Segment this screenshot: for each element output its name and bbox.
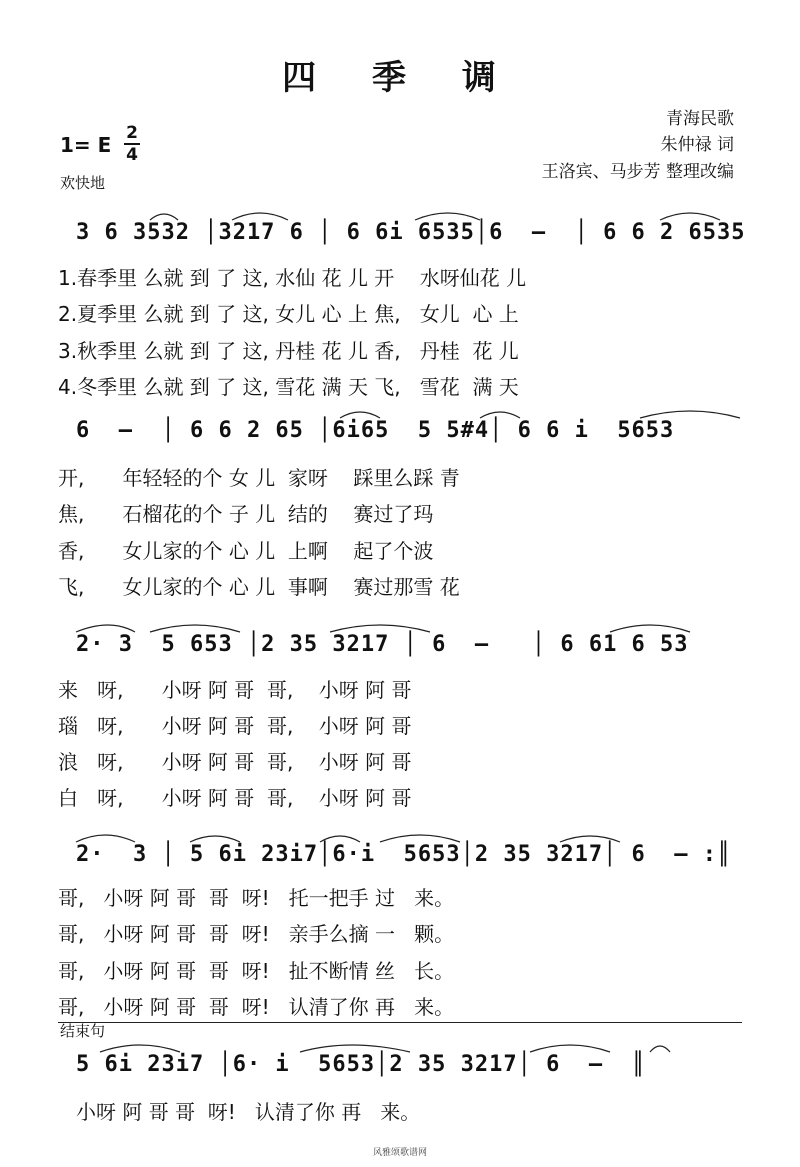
lyric-s1-v4: 4.冬季里 么就 到 了 这, 雪花 满 天 飞, 雪花 满 天 [58, 375, 519, 399]
lyric-s2-v2: 焦, 石榴花的个 子 儿 结的 赛过了玛 [58, 502, 434, 526]
lyric-s4-v1: 哥, 小呀 阿 哥 哥 呀! 托一把手 过 来。 [58, 886, 455, 910]
credit-lyricist: 朱仲禄 词 [660, 135, 734, 155]
notes-system-1: 3 6 3532 │3217 6 │ 6 6i 6535│6 – │ 6 6 2 6535 [76, 220, 746, 245]
lyric-s2-v1: 开, 年轻轻的个 女 儿 家呀 踩里么踩 青 [58, 466, 460, 490]
lyric-s1-v2: 2.夏季里 么就 到 了 这, 女儿 心 上 焦, 女儿 心 上 [58, 302, 519, 326]
credit-origin: 青海民歌 [666, 109, 734, 129]
notes-system-2: 6 – │ 6 6 2 65 │6i65 5 5#4│ 6 6 i 5653 [76, 418, 675, 443]
lyric-s4-v2: 哥, 小呀 阿 哥 哥 呀! 亲手么摘 一 颗。 [58, 922, 455, 946]
notes-system-3: 2· 3 5 653 │2 35 3217 │ 6 – │ 6 61 6 53 [76, 632, 689, 657]
key-signature: 1= E [60, 133, 112, 157]
credit-arranger: 王洛宾、马步芳 整理改编 [541, 162, 734, 182]
lyric-s1-v3: 3.秋季里 么就 到 了 这, 丹桂 花 儿 香, 丹桂 花 儿 [58, 339, 519, 363]
lyric-s1-v1: 1.春季里 么就 到 了 这, 水仙 花 儿 开 水呀仙花 儿 [58, 266, 527, 290]
lyric-ending: 小呀 阿 哥 哥 呀! 认清了你 再 来。 [76, 1100, 421, 1124]
footer-watermark: 风雅颂歌谱网 [372, 1148, 427, 1158]
lyric-s2-v4: 飞, 女儿家的个 心 儿 事啊 赛过那雪 花 [58, 575, 460, 599]
song-title: 四 季 调 [282, 58, 518, 98]
time-signature-top: 2 [126, 123, 138, 143]
lyric-s3-v3: 浪 呀, 小呀 阿 哥 哥, 小呀 阿 哥 [58, 750, 412, 774]
lyric-s3-v2: 瑙 呀, 小呀 阿 哥 哥, 小呀 阿 哥 [58, 714, 412, 738]
notes-system-4: 2· 3 │ 5 6i 23i7│6·i 5653│2 35 3217│ 6 – :║ [76, 842, 732, 867]
notes-ending: 5 6i 23i7 │6· i 5653│2 35 3217│ 6 – ║ [76, 1052, 646, 1077]
ending-label: 结束句 [60, 1022, 106, 1040]
lyric-s4-v3: 哥, 小呀 阿 哥 哥 呀! 扯不断情 丝 长。 [58, 959, 455, 983]
lyric-s2-v3: 香, 女儿家的个 心 儿 上啊 起了个波 [58, 539, 434, 563]
lyric-s3-v4: 白 呀, 小呀 阿 哥 哥, 小呀 阿 哥 [58, 786, 412, 810]
lyric-s4-v4: 哥, 小呀 阿 哥 哥 呀! 认清了你 再 来。 [58, 995, 455, 1019]
lyric-s3-v1: 来 呀, 小呀 阿 哥 哥, 小呀 阿 哥 [58, 678, 412, 702]
time-signature-bottom: 4 [126, 145, 138, 165]
tempo-marking: 欢快地 [60, 174, 106, 192]
